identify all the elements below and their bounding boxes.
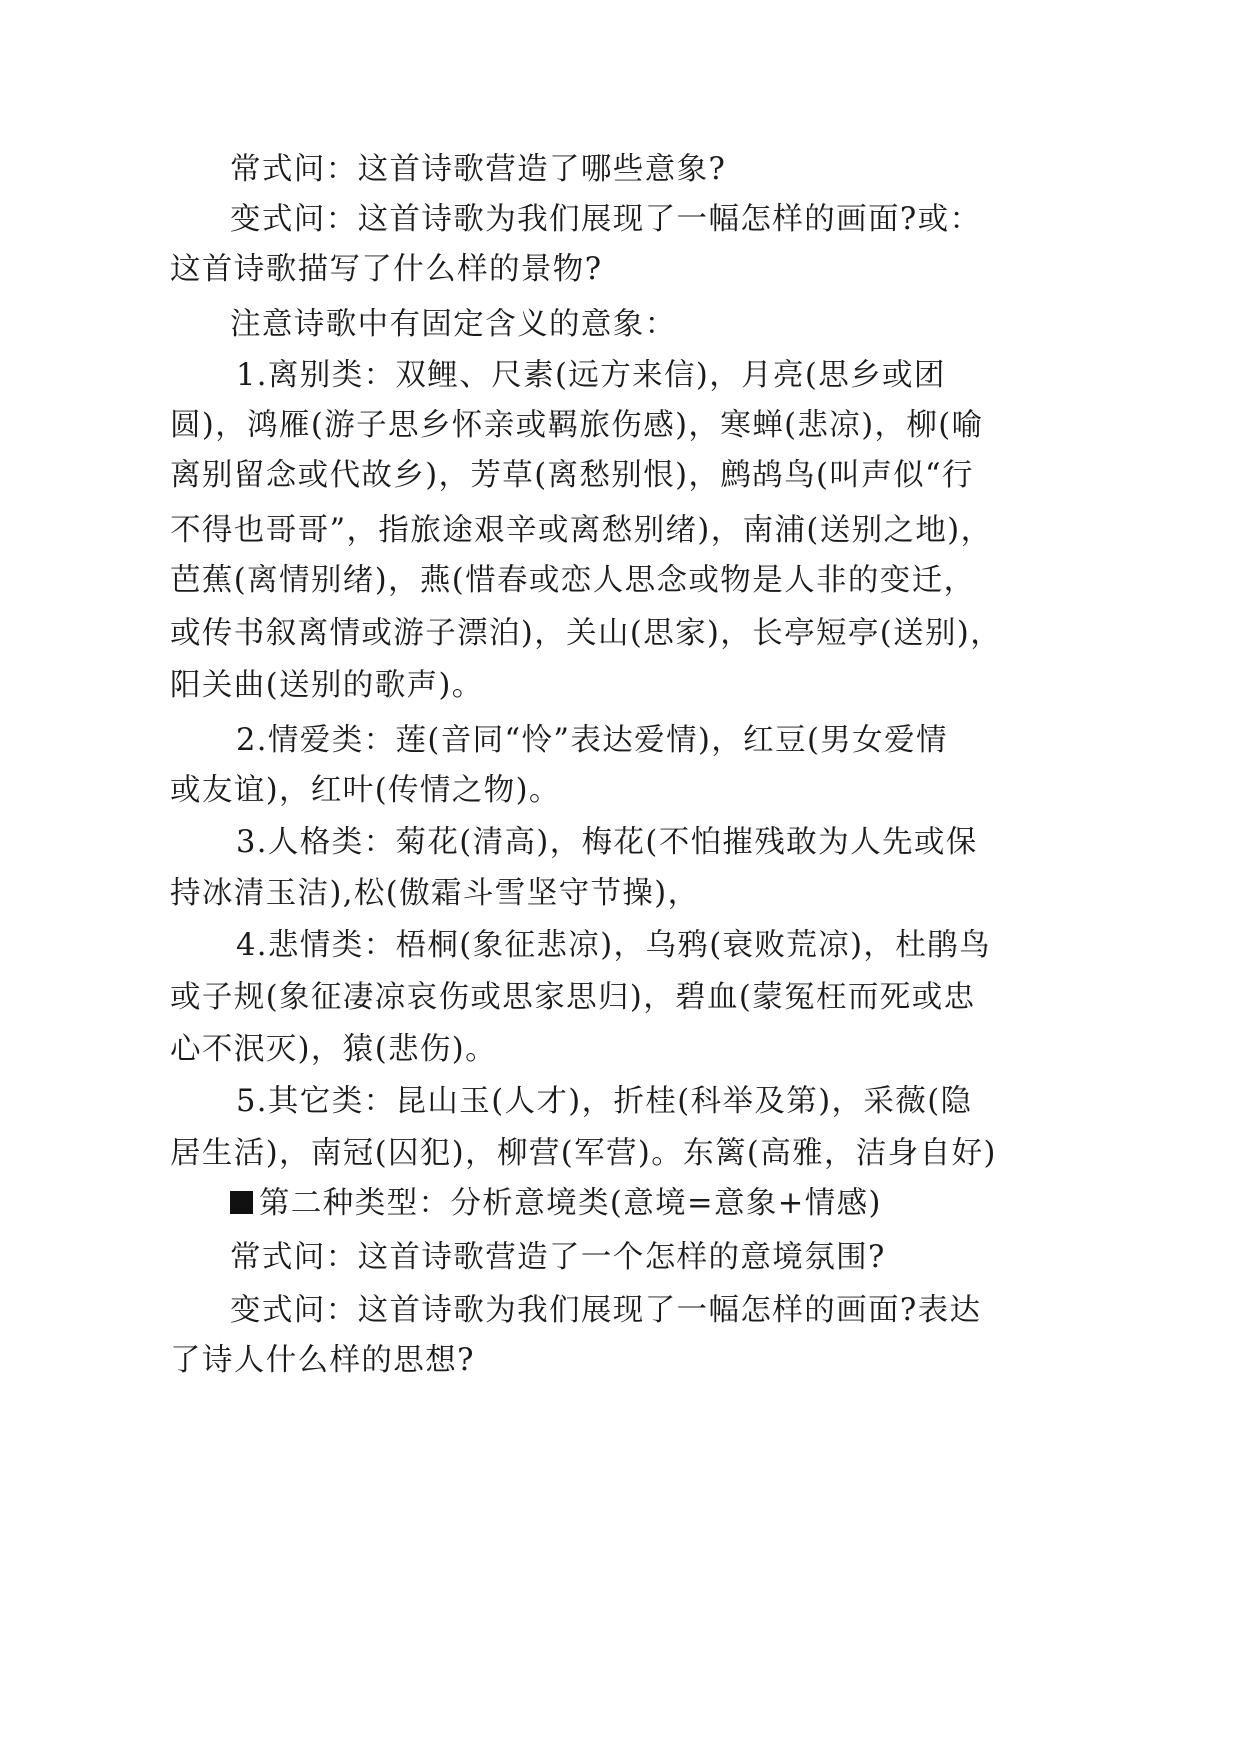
list-item-line: 芭蕉(离情别绪)，燕(惜春或恋人思念或物是人非的变迁， xyxy=(170,563,976,598)
list-item-line: 或传书叙离情或游子漂泊)，关山(思家)，长亭短亭(送别)， xyxy=(170,616,1003,651)
paragraph-line: 常式问：这首诗歌营造了一个怎样的意境氛围? xyxy=(230,1240,886,1275)
paragraph-line: 了诗人什么样的思想? xyxy=(170,1343,475,1378)
section-heading xyxy=(230,1178,1241,1230)
section-heading-text: 第二种类型：分析意境类(意境=意象+情感) xyxy=(259,1186,882,1221)
list-item-line: 离别留念或代故乡)，芳草(离愁别恨)，鹧鸪鸟(叫声似“行 xyxy=(170,458,974,493)
list-item-line: 或友谊)，红叶(传情之物)。 xyxy=(170,773,561,808)
list-item-line: 5.其它类：昆山玉(人才)，折桂(科举及第)，采薇(隐 xyxy=(236,1084,973,1119)
list-item-line: 持冰清玉洁),松(傲霜斗雪坚守节操)， xyxy=(170,876,700,911)
list-item-line: 不得也哥哥”，指旅途艰辛或离愁别绪)，南浦(送别之地)， xyxy=(170,513,993,548)
black-square-bullet-icon xyxy=(230,1191,253,1214)
list-item-line: 居生活)，南冠(囚犯)，柳营(军营)。东篱(高雅，洁身自好) xyxy=(170,1136,997,1171)
list-item-line: 4.悲情类：梧桐(象征悲凉)，乌鸦(衰败荒凉)，杜鹃鸟 xyxy=(236,928,991,963)
list-item-line: 1.离别类：双鲤、尺素(远方来信)，月亮(思乡或团 xyxy=(236,358,946,393)
paragraph-line: 变式问：这首诗歌为我们展现了一幅怎样的画面?或： xyxy=(230,202,982,237)
paragraph-line: 这首诗歌描写了什么样的景物? xyxy=(170,252,603,287)
paragraph-line: 变式问：这首诗歌为我们展现了一幅怎样的画面?表达 xyxy=(230,1293,982,1328)
list-item-line: 3.人格类：菊花(清高)，梅花(不怕摧残敢为人先或保 xyxy=(236,825,978,860)
list-item-line: 阳关曲(送别的歌声)。 xyxy=(170,668,484,703)
list-item-line: 圆)，鸿雁(游子思乡怀亲或羁旅伤感)，寒蝉(悲凉)，柳(喻 xyxy=(170,408,984,443)
list-item-line: 或子规(象征凄凉哀伤或思家思归)，碧血(蒙冤枉而死或忠 xyxy=(170,980,976,1015)
paragraph-line: 注意诗歌中有固定含义的意象： xyxy=(230,307,677,342)
paragraph-line: 常式问：这首诗歌营造了哪些意象? xyxy=(230,152,727,187)
list-item-line: 心不泯灭)，猿(悲伤)。 xyxy=(170,1032,497,1067)
list-item-line: 2.情爱类：莲(音同“怜”表达爱情)，红豆(男女爱情 xyxy=(236,723,948,758)
